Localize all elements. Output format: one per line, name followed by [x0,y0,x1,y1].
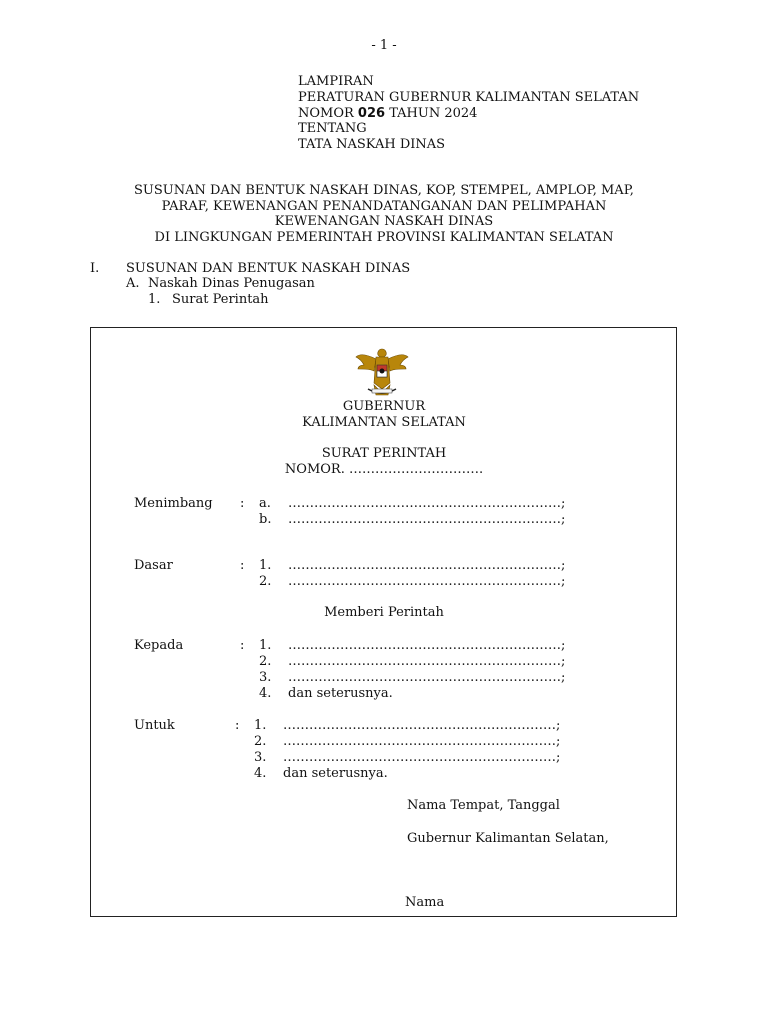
untuk-text-1: ………………………………………………………; [283,718,561,733]
kepada-label: Kepada [134,638,184,653]
item-title: Surat Perintah [172,292,269,307]
kepada-text-1: ………………………………………………………; [288,638,566,653]
untuk-text-2: ………………………………………………………; [283,734,561,749]
untuk-colon: : [235,718,240,733]
kepada-marker-3: 3. [259,670,272,685]
kepada-text-2: ………………………………………………………; [288,654,566,669]
header-subject: TATA NASKAH DINAS [298,137,446,152]
org-name-line-2: KALIMANTAN SELATAN [302,415,466,430]
kepada-text-4: dan seterusnya. [288,686,393,701]
header-tentang: TENTANG [298,121,367,136]
untuk-marker-4: 4. [254,766,267,781]
header-nomor-prefix: NOMOR [298,106,358,121]
untuk-marker-1: 1. [254,718,267,733]
document-number: NOMOR. …………………………. [284,462,484,477]
untuk-text-3: ………………………………………………………; [283,750,561,765]
header-lampiran: LAMPIRAN [298,74,374,89]
untuk-text-4: dan seterusnya. [283,766,388,781]
subsection-title: Naskah Dinas Penugasan [148,276,315,291]
place-date: Nama Tempat, Tanggal [407,798,560,813]
dasar-marker-2: 2. [259,574,272,589]
untuk-marker-3: 3. [254,750,267,765]
section-title: SUSUNAN DAN BENTUK NASKAH DINAS [126,261,411,276]
menimbang-marker-a: a. [259,496,271,511]
untuk-label: Untuk [134,718,175,733]
menimbang-marker-b: b. [259,512,272,527]
menimbang-text-a: ………………………………………………………; [288,496,566,511]
subsection-number: A. [126,276,140,291]
dasar-marker-1: 1. [259,558,272,573]
header-nomor-number: 026 [357,106,386,121]
menimbang-text-b: ………………………………………………………; [288,512,566,527]
menimbang-colon: : [240,496,245,511]
kepada-marker-2: 2. [259,654,272,669]
memberi-perintah-heading: Memberi Perintah [324,605,444,620]
signer-title: Gubernur Kalimantan Selatan, [407,831,609,846]
title-line-2: PARAF, KEWENANGAN PENANDATANGANAN DAN PELIMPAHAN [161,199,607,214]
title-line-3: KEWENANGAN NASKAH DINAS [274,214,494,229]
section-number: I. [90,261,100,276]
menimbang-label: Menimbang [134,496,213,511]
untuk-marker-2: 2. [254,734,267,749]
dasar-text-2: ………………………………………………………; [288,574,566,589]
header-nomor-suffix: TAHUN 2024 [385,106,478,121]
item-number: 1. [148,292,161,307]
kepada-colon: : [240,638,245,653]
title-line-4: DI LINGKUNGAN PEMERINTAH PROVINSI KALIMANTAN SELATAN [154,230,614,245]
org-name-line-1: GUBERNUR [342,399,426,414]
header-peraturan: PERATURAN GUBERNUR KALIMANTAN SELATAN [298,90,640,105]
title-line-1: SUSUNAN DAN BENTUK NASKAH DINAS, KOP, STEMPEL, AMPLOP, MAP, [134,183,634,198]
kepada-text-3: ………………………………………………………; [288,670,566,685]
document-title: SURAT PERINTAH [321,446,447,461]
signer-name: Nama [405,895,445,910]
header-nomor [298,106,477,122]
garuda-emblem-icon [354,343,410,399]
kepada-marker-4: 4. [259,686,272,701]
dasar-text-1: ………………………………………………………; [288,558,566,573]
dasar-colon: : [240,558,245,573]
page-number: - 1 - [371,38,397,53]
kepada-marker-1: 1. [259,638,272,653]
dasar-label: Dasar [134,558,173,573]
